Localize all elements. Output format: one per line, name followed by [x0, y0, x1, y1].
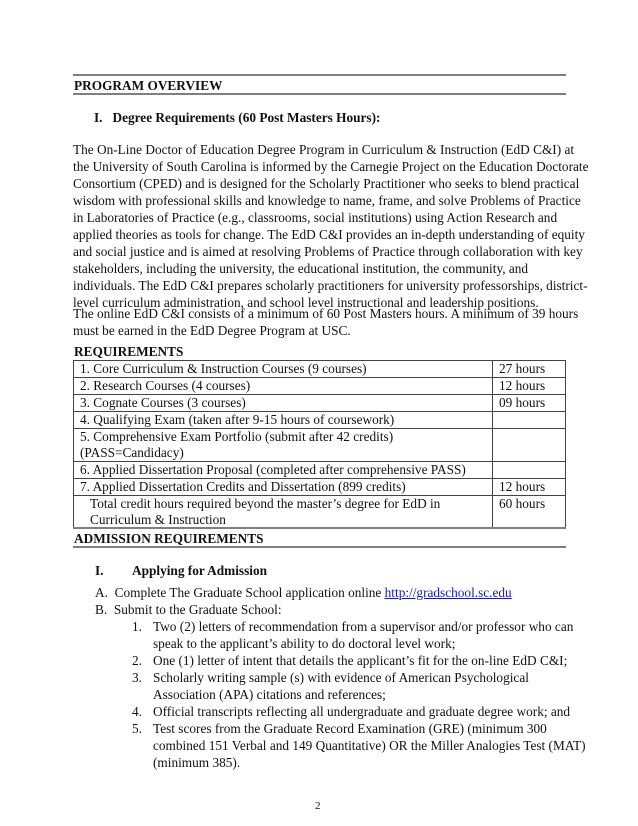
list-number: 1.	[132, 619, 142, 634]
requirement-hours: 12 hours	[493, 378, 566, 395]
divider	[73, 546, 566, 548]
paragraph-line: must be earned in the EdD Degree Program at USC.	[73, 323, 351, 338]
list-item-text: Association (APA) citations and references;	[153, 687, 386, 702]
paragraph-line: and social justice and is aimed at resolving Problems of Practice through collaboration with key	[73, 244, 583, 259]
list-label: B.	[95, 602, 108, 617]
paragraph-line: level curriculum administration, and school level instructional and leadership positions.	[73, 295, 539, 310]
list-item-text: (minimum 385).	[153, 755, 241, 770]
requirement-item: 2. Research Courses (4 courses)	[74, 378, 493, 395]
list-item-text: Scholarly writing sample (s) with evidence of American Psychological	[153, 670, 529, 685]
list-item-text: combined 151 Verbal and 149 Quantitative) OR the Miller Analogies Test (MAT)	[153, 738, 586, 753]
list-number: 3.	[132, 670, 142, 685]
subheading-text: Applying for Admission	[132, 563, 267, 578]
table-row	[74, 361, 566, 378]
subheading-applying	[95, 563, 267, 579]
table-row	[74, 479, 566, 496]
requirement-item: 6. Applied Dissertation Proposal (completed after comprehensive PASS)	[74, 462, 493, 479]
requirement-item: 1. Core Curriculum & Instruction Courses (9 courses)	[74, 361, 493, 378]
requirement-hours: 12 hours	[493, 479, 566, 496]
list-item-text: One (1) letter of intent that details the applicant’s fit for the on-line EdD C&I;	[153, 653, 568, 668]
list-item-a	[95, 584, 512, 601]
requirement-item: 7. Applied Dissertation Credits and Dissertation (899 credits)	[74, 479, 493, 496]
paragraph-line: stakeholders, including the university, the educational institution, the community, and	[73, 261, 529, 276]
requirement-item: 3. Cognate Courses (3 courses)	[74, 395, 493, 412]
paragraph-line: Consortium (CPED) and is designed for the Scholarly Practitioner who seeks to blend practical	[73, 176, 580, 191]
total-label: Total credit hours required beyond the master’s degree for EdD in Curriculum & Instruction	[74, 496, 493, 529]
requirement-hours	[493, 462, 566, 479]
subheading-degree-requirements	[94, 110, 380, 126]
requirements-table	[73, 360, 566, 529]
section-heading-program-overview: PROGRAM OVERVIEW	[74, 78, 223, 93]
table-row	[74, 395, 566, 412]
page-number: 2	[315, 800, 321, 812]
paragraph-line: The online EdD C&I consists of a minimum of 60 Post Masters hours. A minimum of 39 hours	[73, 306, 579, 321]
divider	[73, 93, 566, 95]
total-hours: 60 hours	[493, 496, 566, 529]
paragraph-line: the University of South Carolina is informed by the Carnegie Project on the Education Doctorate	[73, 159, 589, 174]
requirements-heading: REQUIREMENTS	[74, 344, 184, 359]
requirement-hours: 27 hours	[493, 361, 566, 378]
paragraph-line: in Laboratories of Practice (e.g., classrooms, social institutions) using Action Research and	[73, 210, 558, 225]
list-item-text: Official transcripts reflecting all undergraduate and graduate degree work; and	[153, 704, 571, 719]
requirement-item: 5. Comprehensive Exam Portfolio (submit after 42 credits) (PASS=Candidacy)	[74, 429, 493, 462]
list-item-text: Two (2) letters of recommendation from a supervisor and/or professor who can	[153, 619, 574, 634]
gradschool-link[interactable]: http://gradschool.sc.edu	[384, 585, 512, 600]
requirement-hours: 09 hours	[493, 395, 566, 412]
paragraph-line: individuals. The EdD C&I prepares scholarly practitioners for university professorships, district-	[73, 278, 588, 293]
list-text: Complete The Graduate School application online	[114, 585, 385, 600]
subheading-number: I.	[94, 110, 103, 125]
table-row-total	[74, 496, 566, 529]
list-number: 2.	[132, 653, 142, 668]
table-row	[74, 462, 566, 479]
list-item-text: Test scores from the Graduate Record Examination (GRE) (minimum 300	[153, 721, 547, 736]
list-label: A.	[95, 585, 108, 600]
list-item-b	[95, 601, 282, 618]
table-row	[74, 378, 566, 395]
paragraph-line: The On-Line Doctor of Education Degree Program in Curriculum & Instruction (EdD C&I) at	[73, 142, 575, 157]
table-row	[74, 412, 566, 429]
subheading-text: Degree Requirements (60 Post Masters Hours):	[112, 110, 381, 125]
table-row	[74, 429, 566, 462]
list-text: Submit to the Graduate School:	[113, 602, 282, 617]
section-heading-admission: ADMISSION REQUIREMENTS	[74, 531, 264, 546]
requirement-hours	[493, 429, 566, 462]
list-item-text: speak to the applicant’s ability to do doctoral level work;	[153, 636, 456, 651]
list-number: 4.	[132, 704, 142, 719]
paragraph-line: wisdom with professional skills and knowledge to name, frame, and solve Problems of Practice	[73, 193, 581, 208]
list-number: 5.	[132, 721, 142, 736]
requirement-hours	[493, 412, 566, 429]
paragraph-line: applied theories as tools for change. The EdD C&I provides an in-depth understanding of equity	[73, 227, 585, 242]
requirement-item: 4. Qualifying Exam (taken after 9-15 hours of coursework)	[74, 412, 493, 429]
divider	[73, 74, 566, 76]
subheading-number: I.	[95, 563, 104, 578]
divider	[73, 527, 566, 529]
